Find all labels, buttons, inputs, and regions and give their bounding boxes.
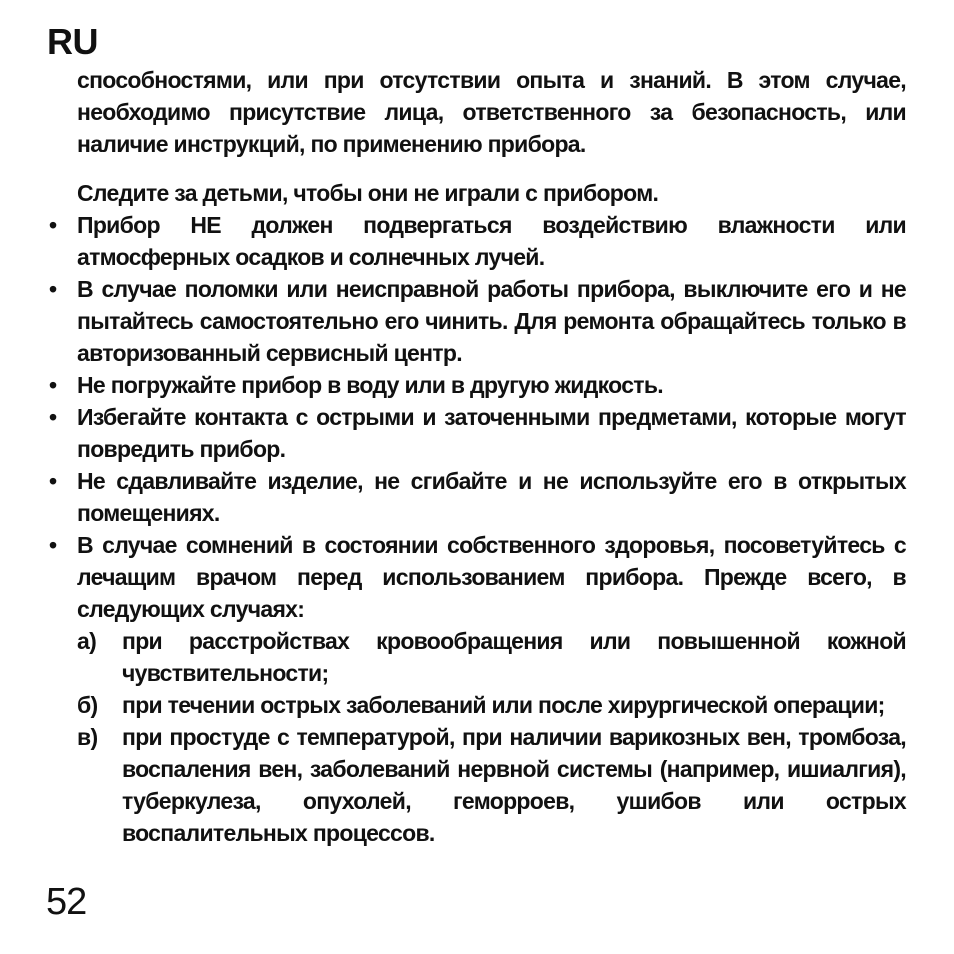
language-code: RU bbox=[47, 21, 98, 62]
bullet-symbol: • bbox=[49, 212, 57, 238]
children-note: Следите за детьми, чтобы они не играли с прибором. bbox=[77, 180, 659, 206]
intro-paragraph: способностями, или при отсутствии опыта и знаний. В этом случае, необходимо присутствие лица, ответственного за безопасность, или наличие инструкций, по применению прибора. bbox=[77, 67, 906, 157]
bullet-item bbox=[46, 529, 906, 625]
page-number: 52 bbox=[46, 881, 87, 923]
bullet-item bbox=[46, 273, 906, 369]
manual-text bbox=[46, 64, 906, 849]
sublist-item bbox=[77, 721, 906, 849]
sublist-marker: в) bbox=[77, 724, 98, 750]
health-conditions-list bbox=[77, 625, 906, 849]
bullet-text: Прибор НЕ должен подвергаться воздействию влажности или атмосферных осадков и солнечных лучей. bbox=[77, 212, 906, 270]
bullet-symbol: • bbox=[49, 468, 57, 494]
bullet-text: Не погружайте прибор в воду или в другую жидкость. bbox=[77, 372, 663, 398]
bullet-symbol: • bbox=[49, 276, 57, 302]
bullet-text: Не сдавливайте изделие, не сгибайте и не используйте его в открытых помещениях. bbox=[77, 468, 906, 526]
bullet-symbol: • bbox=[49, 404, 57, 430]
bullet-item bbox=[46, 369, 906, 401]
bullet-text: В случае сомнений в состоянии собственного здоровья, посоветуйтесь с лечащим врачом перед использованием прибора. Прежде всего, в следующих случаях: bbox=[77, 532, 906, 622]
sublist-item bbox=[77, 689, 906, 721]
bullet-text: Избегайте контакта с острыми и заточенными предметами, которые могут повредить прибор. bbox=[77, 404, 906, 462]
bullet-symbol: • bbox=[49, 532, 57, 558]
bullet-symbol: • bbox=[49, 372, 57, 398]
bullet-item bbox=[46, 401, 906, 465]
bullet-text: В случае поломки или неисправной работы прибора, выключите его и не пытайтесь самостоятельно его чинить. Для ремонта обращайтесь только в авторизованный сервисный центр. bbox=[77, 276, 906, 366]
sublist-marker: а) bbox=[77, 628, 97, 654]
sublist-marker: б) bbox=[77, 692, 98, 718]
sublist-item bbox=[77, 625, 906, 689]
bullet-item bbox=[46, 209, 906, 273]
sublist-text: при простуде с температурой, при наличии варикозных вен, тромбоза, воспаления вен, заболеваний нервной системы (например, ишиалгия), туберкулеза, опухолей, геморроев, ушибов или острых воспалительных процессов. bbox=[122, 724, 906, 846]
sublist-text: при течении острых заболеваний или после хирургической операции; bbox=[122, 692, 885, 718]
bullet-item bbox=[46, 465, 906, 529]
sublist-text: при расстройствах кровообращения или повышенной кожной чувствительности; bbox=[122, 628, 906, 686]
